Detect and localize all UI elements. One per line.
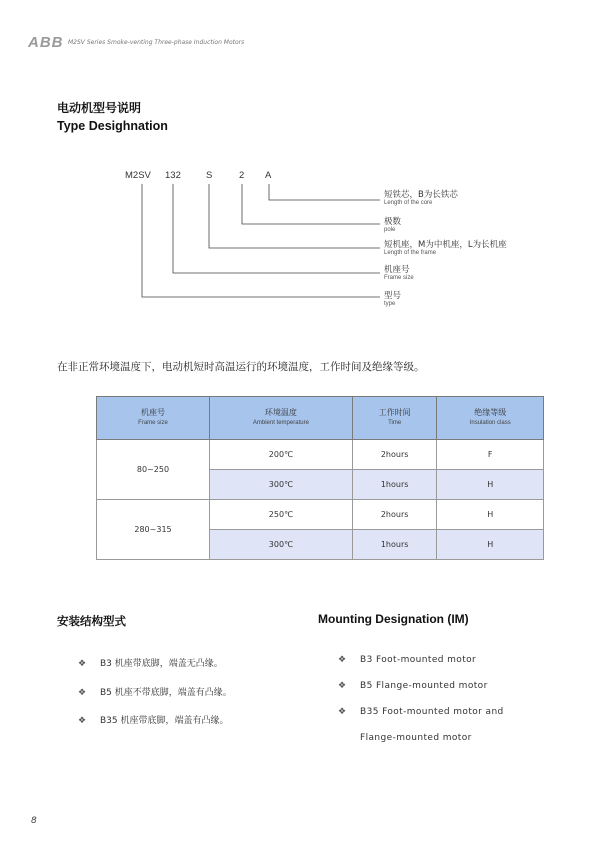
temperature-note: 在非正常环境温度下，电动机短时高温运行的环境温度，工作时间及绝缘等级。 [57,361,425,373]
list-item: ❖ B5 机座不带底脚，端盖有凸缘。 [78,688,232,698]
label-frame-size: 机座号 Frame size [384,265,414,281]
diamond-bullet-icon: ❖ [338,655,347,665]
frame-size-cell: 80~250 [97,440,210,500]
table-row [97,440,544,470]
temperature-cell: 250℃ [210,500,353,530]
list-item: ❖ B5 Flange-mounted motor [338,681,488,691]
code-type: M2SV [125,170,151,181]
diamond-bullet-icon: ❖ [78,659,87,669]
header-ambient-temperature: 环境温度 Ambient temperature [210,397,353,440]
code-frame-size: 132 [165,170,181,181]
list-item: ❖ B3 Foot-mounted motor [338,655,477,665]
header-title: M2SV Series Smoke-venting Three-phase Induction Motors [68,39,245,46]
code-frame-length: S [206,170,213,181]
diamond-bullet-icon: ❖ [78,688,87,698]
temperature-cell: 300℃ [210,530,353,560]
table-row [97,500,544,530]
list-item-continuation: Flange-mounted motor [360,733,472,743]
label-frame-length: 短机座，M为中机座，L为长机座 Length of the frame [384,240,507,256]
list-item: ❖ B35 机座带底脚，端盖有凸缘。 [78,716,229,726]
section-title-en: Type Desighnation [57,119,168,133]
header-insulation-class: 绝缘等级 Insulation class [437,397,544,440]
diamond-bullet-icon: ❖ [338,707,347,717]
header-frame-size: 机座号 Frame size [97,397,210,440]
code-core-length: A [265,170,272,181]
time-cell: 1hours [352,470,437,500]
list-item: ❖ B35 Foot-mounted motor and [338,707,504,717]
class-cell: H [437,470,544,500]
mounting-title-cn: 安装结构型式 [57,614,126,628]
label-type: 型号 type [384,291,402,307]
class-cell: F [437,440,544,470]
temperature-cell: 200℃ [210,440,353,470]
time-cell: 2hours [352,440,437,470]
diamond-bullet-icon: ❖ [78,716,87,726]
section-title-cn: 电动机型号说明 [57,101,142,115]
temperature-table [96,396,544,560]
table-header-row [97,397,544,440]
header-time: 工作时间 Time [352,397,437,440]
class-cell: H [437,530,544,560]
class-cell: H [437,500,544,530]
diamond-bullet-icon: ❖ [338,681,347,691]
mounting-title-en: Mounting Designation (IM) [318,612,469,626]
code-pole: 2 [239,170,245,181]
frame-size-cell: 280~315 [97,500,210,560]
time-cell: 1hours [352,530,437,560]
abb-logo: ABB [28,34,64,51]
time-cell: 2hours [352,500,437,530]
label-pole: 极数 pole [384,217,402,233]
label-core-length: 短铁芯，B为长铁芯 Length of the core [384,190,458,206]
temperature-cell: 300℃ [210,470,353,500]
page-number: 8 [31,816,37,826]
list-item: ❖ B3 机座带底脚，端盖无凸缘。 [78,659,223,669]
